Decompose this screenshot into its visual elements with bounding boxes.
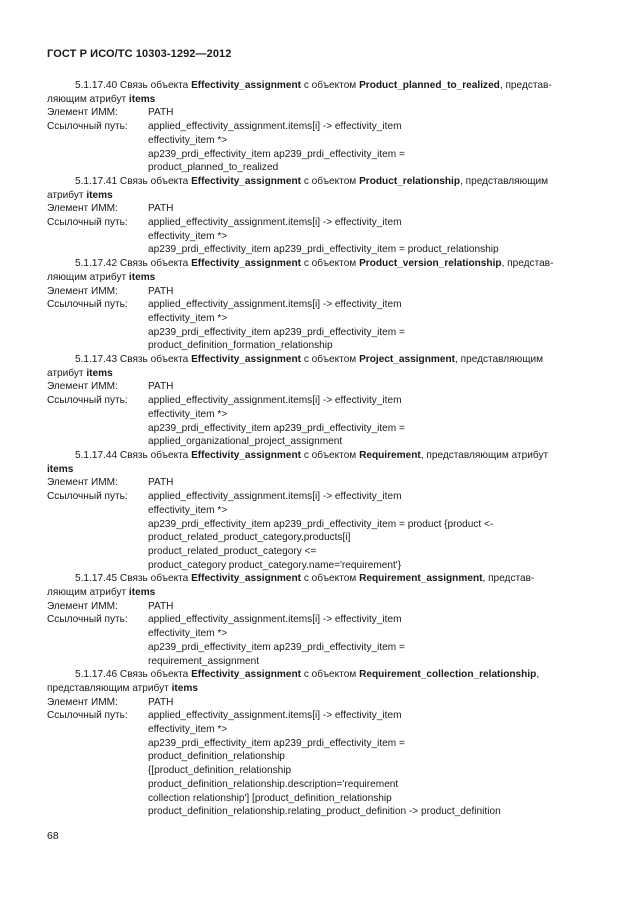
element-row: Элемент ИММ: PATH: [47, 600, 174, 612]
path-line: effectivity_item *>: [148, 628, 228, 640]
path-line: requirement_assignment: [148, 655, 260, 667]
section-5-1-17-41: [47, 175, 583, 257]
path-line: product_definition_relationship: [148, 751, 285, 763]
path-row: Ссылочный путь: applied_effectivity_assignment.items[i] -> effectivity_item: [47, 299, 402, 311]
path-line: ap239_prdi_effectivity_item ap239_prdi_effectivity_item =: [148, 737, 405, 749]
path-line: product_related_product_category <=: [148, 545, 317, 557]
path-line: {[product_definition_relationship: [148, 765, 292, 777]
section-heading: 5.1.17.40 Связь объекта Effectivity_assignment с объектом Product_planned_to_realized, представ-: [75, 80, 552, 91]
path-line: ap239_prdi_effectivity_item ap239_prdi_effectivity_item =: [148, 148, 405, 160]
path-line: product_planned_to_realized: [148, 162, 279, 174]
element-row: Элемент ИММ: PATH: [47, 696, 174, 708]
path-line: product_definition_relationship.description='requirement: [148, 778, 399, 790]
path-line: effectivity_item *>: [148, 408, 228, 420]
path-row: Ссылочный путь: applied_effectivity_assignment.items[i] -> effectivity_item: [47, 121, 402, 133]
path-line: product_definition_relationship.relating_product_definition -> product_definition: [148, 806, 501, 818]
section-heading-cont: ляющим атрибут items: [47, 271, 156, 283]
page-number: 68: [47, 830, 59, 842]
element-row: Элемент ИММ: PATH: [47, 107, 174, 119]
path-line: ap239_prdi_effectivity_item ap239_prdi_effectivity_item =: [148, 641, 405, 653]
path-line: effectivity_item *>: [148, 312, 228, 324]
path-line: effectivity_item *>: [148, 504, 228, 516]
section-heading-cont: представляющим атрибут items: [47, 682, 198, 694]
path-line: ap239_prdi_effectivity_item ap239_prdi_effectivity_item = product {product <-: [148, 518, 494, 530]
element-row: Элемент ИММ: PATH: [47, 381, 174, 393]
path-row: Ссылочный путь: applied_effectivity_assignment.items[i] -> effectivity_item: [47, 710, 402, 722]
path-line: ap239_prdi_effectivity_item ap239_prdi_effectivity_item =: [148, 422, 405, 434]
element-row: Элемент ИММ: PATH: [47, 285, 174, 297]
element-row: Элемент ИММ: PATH: [47, 477, 174, 489]
page-header: ГОСТ Р ИСО/ТС 10303-1292—2012: [47, 48, 232, 60]
section-5-1-17-43: [47, 353, 583, 449]
path-line: effectivity_item *>: [148, 230, 228, 242]
section-heading-cont: атрибут items: [47, 189, 113, 201]
section-5-1-17-44: [47, 449, 583, 572]
section-heading: 5.1.17.44 Связь объекта Effectivity_assignment с объектом Requirement, представляющим атрибут: [75, 449, 549, 461]
section-5-1-17-46: [47, 668, 583, 819]
section-5-1-17-45: [47, 572, 583, 668]
section-5-1-17-40: [47, 79, 583, 175]
path-row: Ссылочный путь: applied_effectivity_assignment.items[i] -> effectivity_item: [47, 614, 402, 626]
section-heading: 5.1.17.43 Связь объекта Effectivity_assignment с объектом Project_assignment, представляющим: [75, 354, 544, 366]
path-line: ap239_prdi_effectivity_item ap239_prdi_effectivity_item =: [148, 326, 405, 338]
path-line: effectivity_item *>: [148, 134, 228, 146]
path-line: applied_organizational_project_assignment: [148, 436, 343, 448]
path-line: product_related_product_category.products[i]: [148, 532, 351, 544]
section-heading: 5.1.17.45 Связь объекта Effectivity_assignment с объектом Requirement_assignment, представ-: [75, 573, 535, 585]
element-row: Элемент ИММ: PATH: [47, 203, 174, 215]
section-heading: 5.1.17.41 Связь объекта Effectivity_assignment с объектом Product_relationship, представляющим: [75, 175, 549, 187]
section-5-1-17-42: [47, 257, 583, 353]
path-line: collection relationship'] [product_definition_relationship: [148, 792, 392, 804]
path-row: Ссылочный путь: applied_effectivity_assignment.items[i] -> effectivity_item: [47, 217, 402, 229]
path-line: effectivity_item *>: [148, 724, 228, 736]
path-line: product_category product_category.name='requirement'}: [148, 559, 402, 571]
path-line: product_definition_formation_relationship: [148, 340, 333, 352]
document-body: [47, 79, 583, 819]
section-heading: 5.1.17.46 Связь объекта Effectivity_assignment с объектом Requirement_collection_relationship,: [75, 669, 540, 681]
section-heading-cont: ляющим атрибут items: [47, 587, 156, 599]
section-heading-cont: items: [47, 463, 74, 475]
path-line: ap239_prdi_effectivity_item ap239_prdi_effectivity_item = product_relationship: [148, 244, 499, 256]
path-row: Ссылочный путь: applied_effectivity_assignment.items[i] -> effectivity_item: [47, 491, 402, 503]
path-row: Ссылочный путь: applied_effectivity_assignment.items[i] -> effectivity_item: [47, 395, 402, 407]
section-heading: 5.1.17.42 Связь объекта Effectivity_assignment с объектом Product_version_relationship, представ-: [75, 258, 554, 270]
section-heading-cont: атрибут items: [47, 367, 113, 379]
section-heading-cont: ляющим атрибут items: [47, 93, 156, 105]
